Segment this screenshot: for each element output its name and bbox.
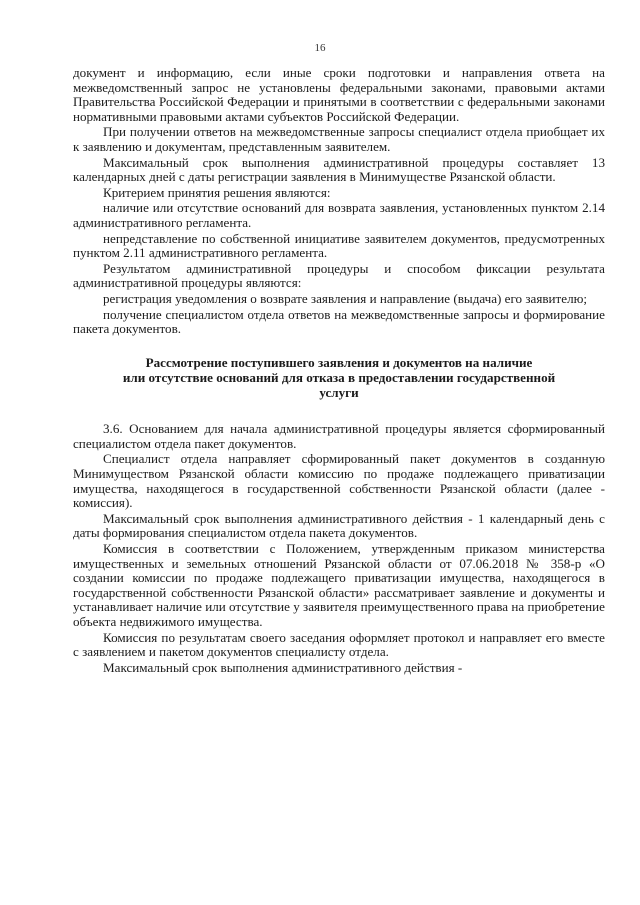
paragraph: Комиссия в соответствии с Положением, утвержденным приказом министерства имущественных и земельных отношений Рязанской области от 07.06.2018 № 358-р «О создании комиссии по продаже подлежащего приватизации имущества, находящегося в государственной собственности Рязанской области» рассматривает заявление и документы и устанавливает наличие или отсутствие у заявителя преимущественного права на приобретение объекта недвижимого имущества. xyxy=(73,541,605,630)
paragraph: Максимальный срок выполнения административной процедуры составляет 13 календарных дней с даты регистрации заявления в Минимуществе Рязанской области. xyxy=(73,154,605,185)
paragraph: получение специалистом отдела ответов на межведомственные запросы и формирование пакета документов. xyxy=(73,306,605,337)
paragraph: Максимальный срок выполнения административного действия - xyxy=(103,659,463,675)
paragraph: наличие или отсутствие оснований для возврата заявления, установленных пунктом 2.14 административного регламента. xyxy=(73,200,605,230)
paragraph: Комиссия по результатам своего заседания оформляет протокол и направляет его вместе с заявлением и пакетом документов специалисту отдела. xyxy=(73,629,605,660)
paragraph: Специалист отдела направляет сформированный пакет документов в созданную Минимуществом Рязанской области комиссию по продаже подлежащего приватизации имущества, находящегося в государственной собственности Рязанской области (далее - комиссия). xyxy=(73,451,605,511)
section-heading-line: Рассмотрение поступившего заявления и документов на наличие xyxy=(145,354,533,370)
section-heading-line: услуги xyxy=(319,385,359,401)
document-body xyxy=(73,66,605,675)
page-number: 16 xyxy=(314,42,326,54)
paragraph: Максимальный срок выполнения административного действия - 1 календарный день с даты формирования специалистом отдела пакета документов. xyxy=(73,510,605,541)
paragraph: непредставление по собственной инициативе заявителем документов, предусмотренных пунктом 2.11 административного регламента. xyxy=(73,230,605,261)
paragraph-continuation: документ и информацию, если иные сроки подготовки и направления ответа на межведомственный запрос не установлены федеральными законами, правовыми актами Правительства Российской Федерации и принятыми в соответствии с федеральными законами нормативными правовыми актами субъектов Российской Федерации. xyxy=(73,65,605,124)
paragraph: Критерием принятия решения являются: xyxy=(103,184,331,200)
section-heading-line: или отсутствие оснований для отказа в предоставлении государственной xyxy=(122,369,556,385)
paragraph: регистрация уведомления о возврате заявления и направление (выдача) его заявителю; xyxy=(103,290,588,306)
section-heading xyxy=(73,355,605,401)
paragraph: При получении ответов на межведомственные запросы специалист отдела приобщает их к заявлению и документам, представленным заявителем. xyxy=(73,124,605,154)
paragraph: 3.6. Основанием для начала административной процедуры является сформированный специалистом отдела пакет документов. xyxy=(73,421,605,451)
paragraph: Результатом административной процедуры и способом фиксации результата административной процедуры являются: xyxy=(73,260,605,291)
